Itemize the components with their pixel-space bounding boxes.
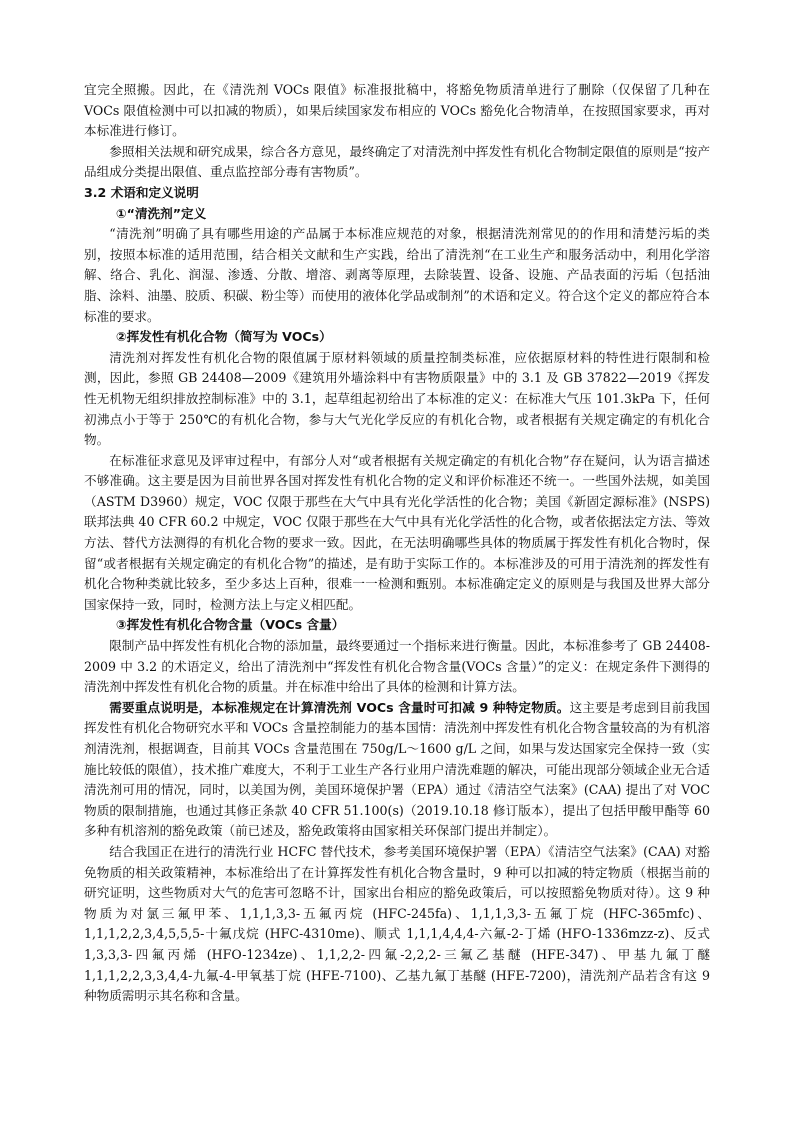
subsection-number: ② xyxy=(116,329,127,345)
subsection-heading-cleaning-agent xyxy=(84,204,710,225)
section-heading-3-2: 3.2 术语和定义说明 xyxy=(84,184,199,200)
subsection-number: ③ xyxy=(116,617,127,633)
paragraph-principle: 参照相关法规和研究成果，综合各方意见，最终确定了对清洗剂中挥发性有机化合物制定限值的原则是“按产品组成分类提出限值、重点监控部分毒有害物质”。 xyxy=(84,143,710,180)
subsection-heading-vocs-content xyxy=(84,615,710,636)
subsection-title: “清洗剂”定义 xyxy=(126,205,207,221)
paragraph-vocs-content-definition: 限制产品中挥发性有机化合物的添加量，最终要通过一个指标来进行衡量。因此，本标准参考了 GB 24408-2009 中 3.2 的术语定义，给出了清洗剂中“挥发性有机化合物含量(VOCs 含量）”的定义：在规定条件下测得的清洗剂中挥发性有机化合物的质量。并在标准中给出了具体的检测和计算方法。 xyxy=(84,638,710,695)
paragraph-cleaning-agent-definition: “清洗剂”明确了具有哪些用途的产品属于本标准应规范的对象，根据清洗剂常见的的作用和清楚污垢的类别，按照本标准的适用范围，结合相关文献和生产实践，给出了清洗剂“在工业生产和服务活动中，利用化学溶解、络合、乳化、润湿、渗透、分散、增溶、剥离等原理，去除装置、设备、设施、产品表面的污垢（包括油脂、涂料、油墨、胶质、积碳、粉尘等）而使用的液体化学品或制剂”的术语和定义。符合这个定义的都应符合本标准的要求。 xyxy=(84,226,710,324)
paragraph-deduction-explanation xyxy=(84,698,710,842)
subsection-number: ① xyxy=(116,205,127,221)
paragraph-nine-substances: 结合我国正在进行的清洗行业 HCFC 替代技术，参考美国环境保护署（EPA）《清洁空气法案》(CAA) 对豁免物质的相关政策精神，本标准给出了在计算挥发性有机化合物含量时，9 种可以扣减的特定物质（根据当前的研究证明，这些物质对大气的危害可忽略不计，国家出台相应的豁免政策后，可以按照豁免物质对待）。这 9 种物质为对氯三氟甲苯、1,1,1,3,3-五氟丙烷 (HFC-245fa)、1,1,1,3,3-五氟丁烷 (HFC-365mfc)、1,1,1,2,2,3,4,5,5,5-十氟戊烷 (HFC-4310me)、顺式 1,1,1,4,4,4-六氟-2-丁烯 (HFO-1336mzz-z)、反式 1,3,3,3-四氟丙烯 (HFO-1234ze)、1,1,2,2-四氟-2,2,2-三氟乙基醚 (HFE-347)、甲基九氟丁醚 1,1,1,2,2,3,3,4,4-九氟-4-甲氧基丁烷 (HFE-7100)、乙基九氟丁基醚 (HFE-7200)，清洗剂产品若含有这 9 种物质需明示其名称和含量。 xyxy=(84,843,710,1004)
subsection-heading-vocs xyxy=(84,327,710,348)
document-page xyxy=(84,80,710,1007)
emphasis-text: 需要重点说明是，本标准规定在计算清洗剂 VOCs 含量时可扣减 9 种特定物质。 xyxy=(109,699,570,715)
paragraph-vocs-definition: 清洗剂对挥发性有机化合物的限值属于原材料领域的质量控制类标准，应依据原材料的特性进行限制和检测，因此，参照 GB 24408—2009《建筑用外墙涂料中有害物质限量》中的 3.1 及 GB 37822—2019《挥发性无机物无组织排放控制标准》中的 3.1，起草组起初给出了本标准的定义：在标准大气压 101.3kPa 下，任何初沸点小于等于 250℃的有机化合物，参与大气光化学反应的有机化合物，或者根据有关规定确定的有机化合物。 xyxy=(84,349,710,448)
subsection-title: 挥发性有机化合物（简写为 VOCs） xyxy=(126,329,332,345)
paragraph-vocs-discussion: 在标准征求意见及评审过程中，有部分人对“或者根据有关规定确定的有机化合物”存在疑问，认为语言描述不够准确。这主要是因为目前世界各国对挥发性有机化合物的定义和评价标准还不统一。一些国外法规，如美国（ASTM D3960）规定，VOC 仅限于那些在大气中具有光化学活性的化合物；美国《新固定源标准》(NSPS) 联邦法典 40 CFR 60.2 中规定，VOC 仅限于那些在大气中具有光化学活性的化合物，或者依据法定方法、等效方法、替代方法测得的有机化合物的要求一致。因此，在无法明确哪些具体的物质属于挥发性有机化合物时，保留“或者根据有关规定确定的有机化合物”的描述，是有助于实际工作的。本标准涉及的可用于清洗剂的挥发性有机化合物种类就比较多，至少多达上百种，很难一一检测和甄别。本标准确定定义的原则是与我国及世界大部分国家保持一致，同时，检测方法上与定义相匹配。 xyxy=(84,452,710,612)
paragraph-intro: 宜完全照搬。因此，在《清洗剂 VOCs 限值》标准报批稿中，将豁免物质清单进行了删除（仅保留了几种在 VOCs 限值检测中可以扣减的物质），如果后续国家发布相应的 VOCs 豁免化合物清单，在按照国家要求，再对本标准进行修订。 xyxy=(84,82,710,139)
paragraph-text: 这主要是考虑到目前我国挥发性有机化合物研究水平和 VOCs 含量控制能力的基本国情：清洗剂中挥发性有机化合物含量较高的为有机溶剂清洗剂，根据调查，目前其 VOCs 含量范围在 750g/L～1600 g/L 之间，如果与发达国家完全保持一致（实施比较低的限值），技术推广难度大，不利于工业生产各行业用户清洗难题的解决，可能出现部分领域企业无合适清洗剂可用的情况，同时，以美国为例，美国环境保护署（EPA）通过《清洁空气法案》(CAA) 提出了对 VOC 物质的限制措施，也通过其修正条款 40 CFR 51.100(s)（2019.10.18 修订版本），提出了包括甲酸甲酯等 60 多种有机溶剂的豁免政策（前已述及，豁免政策将由国家相关环保部门提出并制定）。 xyxy=(84,699,711,839)
subsection-title: 挥发性有机化合物含量（VOCs 含量） xyxy=(126,617,345,633)
